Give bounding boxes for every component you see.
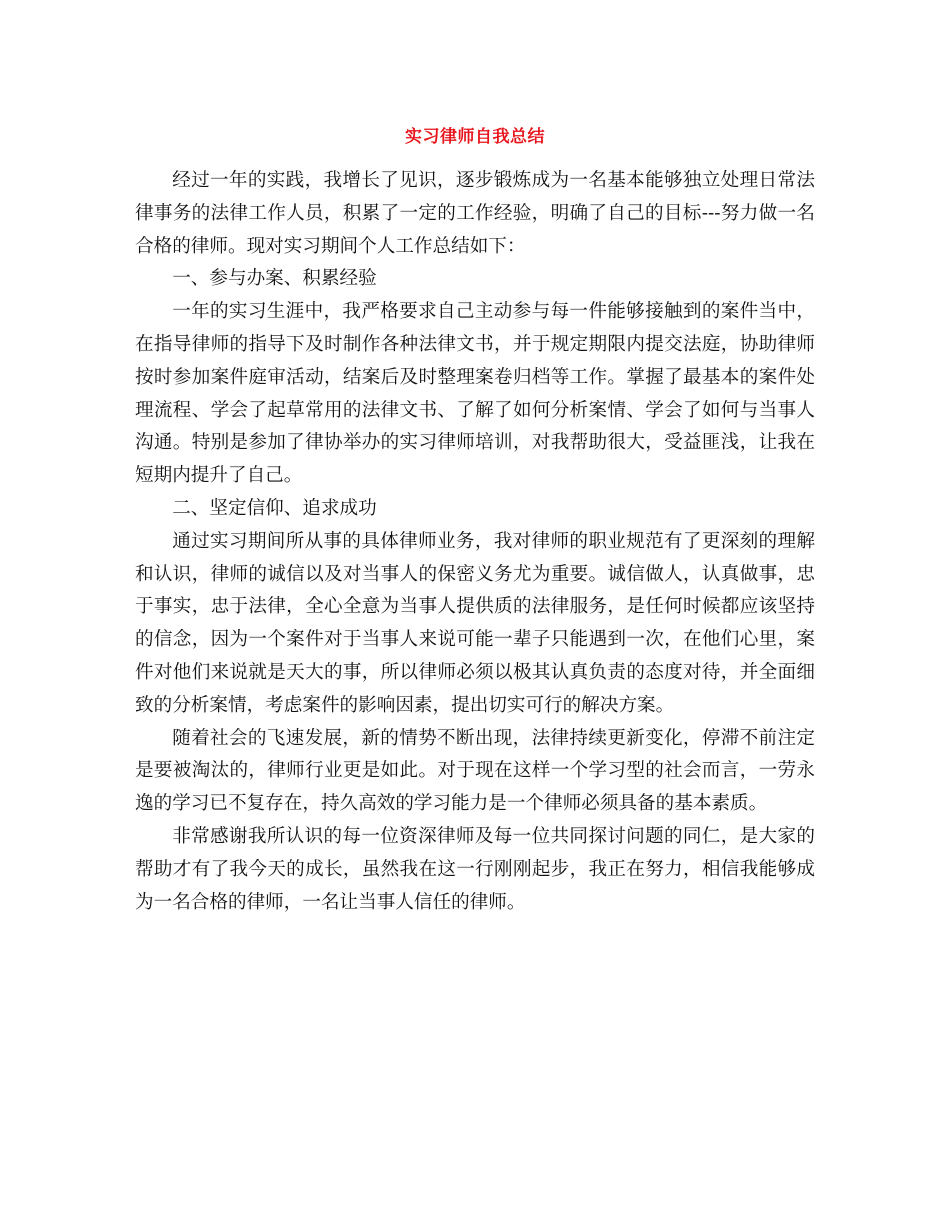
paragraph-development: 随着社会的飞速发展，新的情势不断出现，法律持续更新变化，停滞不前注定是要被淘汰的，律师行业更是如此。对于现在这样一个学习型的社会而言，一劳永逸的学习已不复存在，持久高效的学习能力是一个律师必须具备的基本素质。 [135,727,815,815]
document-title: 实习律师自我总结 [405,127,545,147]
paragraph-intro: 经过一年的实践，我增长了见识，逐步锻炼成为一名基本能够独立处理日常法律事务的法律工作人员，积累了一定的工作经验，明确了自己的目标---努力做一名合格的律师。现对实习期间个人工作总结如下： [135,170,815,257]
section-heading-1: 一、参与办案、积累经验 [172,268,377,290]
paragraph-section-2: 通过实习期间所从事的具体律师业务，我对律师的职业规范有了更深刻的理解和认识，律师的诚信以及对当事人的保密义务尤为重要。诚信做人，认真做事，忠于事实，忠于法律，全心全意为当事人提供质的法律服务，是任何时候都应该坚持的信念，因为一个案件对于当事人来说可能一辈子只能遇到一次，在他们心里，案件对他们来说就是天大的事，所以律师必须以极其认真负责的态度对待，并全面细致的分析案情，考虑案件的影响因素，提出切实可行的解决方案。 [135,530,815,716]
document-body [135,165,815,919]
paragraph-section-1: 一年的实习生涯中，我严格要求自己主动参与每一件能够接触到的案件当中，在指导律师的指导下及时制作各种法律文书，并于规定期限内提交法庭，协助律师按时参加案件庭审活动，结案后及时整理案卷归档等工作。掌握了最基本的案件处理流程、学会了起草常用的法律文书、了解了如何分析案情、学会了如何与当事人沟通。特别是参加了律协举办的实习律师培训，对我帮助很大，受益匪浅，让我在短期内提升了自己。 [135,301,815,487]
paragraph-thanks: 非常感谢我所认识的每一位资深律师及每一位共同探讨问题的同仁，是大家的帮助才有了我今天的成长，虽然我在这一行刚刚起步，我正在努力，相信我能够成为一名合格的律师，一名让当事人信任的律师。 [135,825,815,913]
section-heading-2: 二、坚定信仰、追求成功 [172,497,377,519]
